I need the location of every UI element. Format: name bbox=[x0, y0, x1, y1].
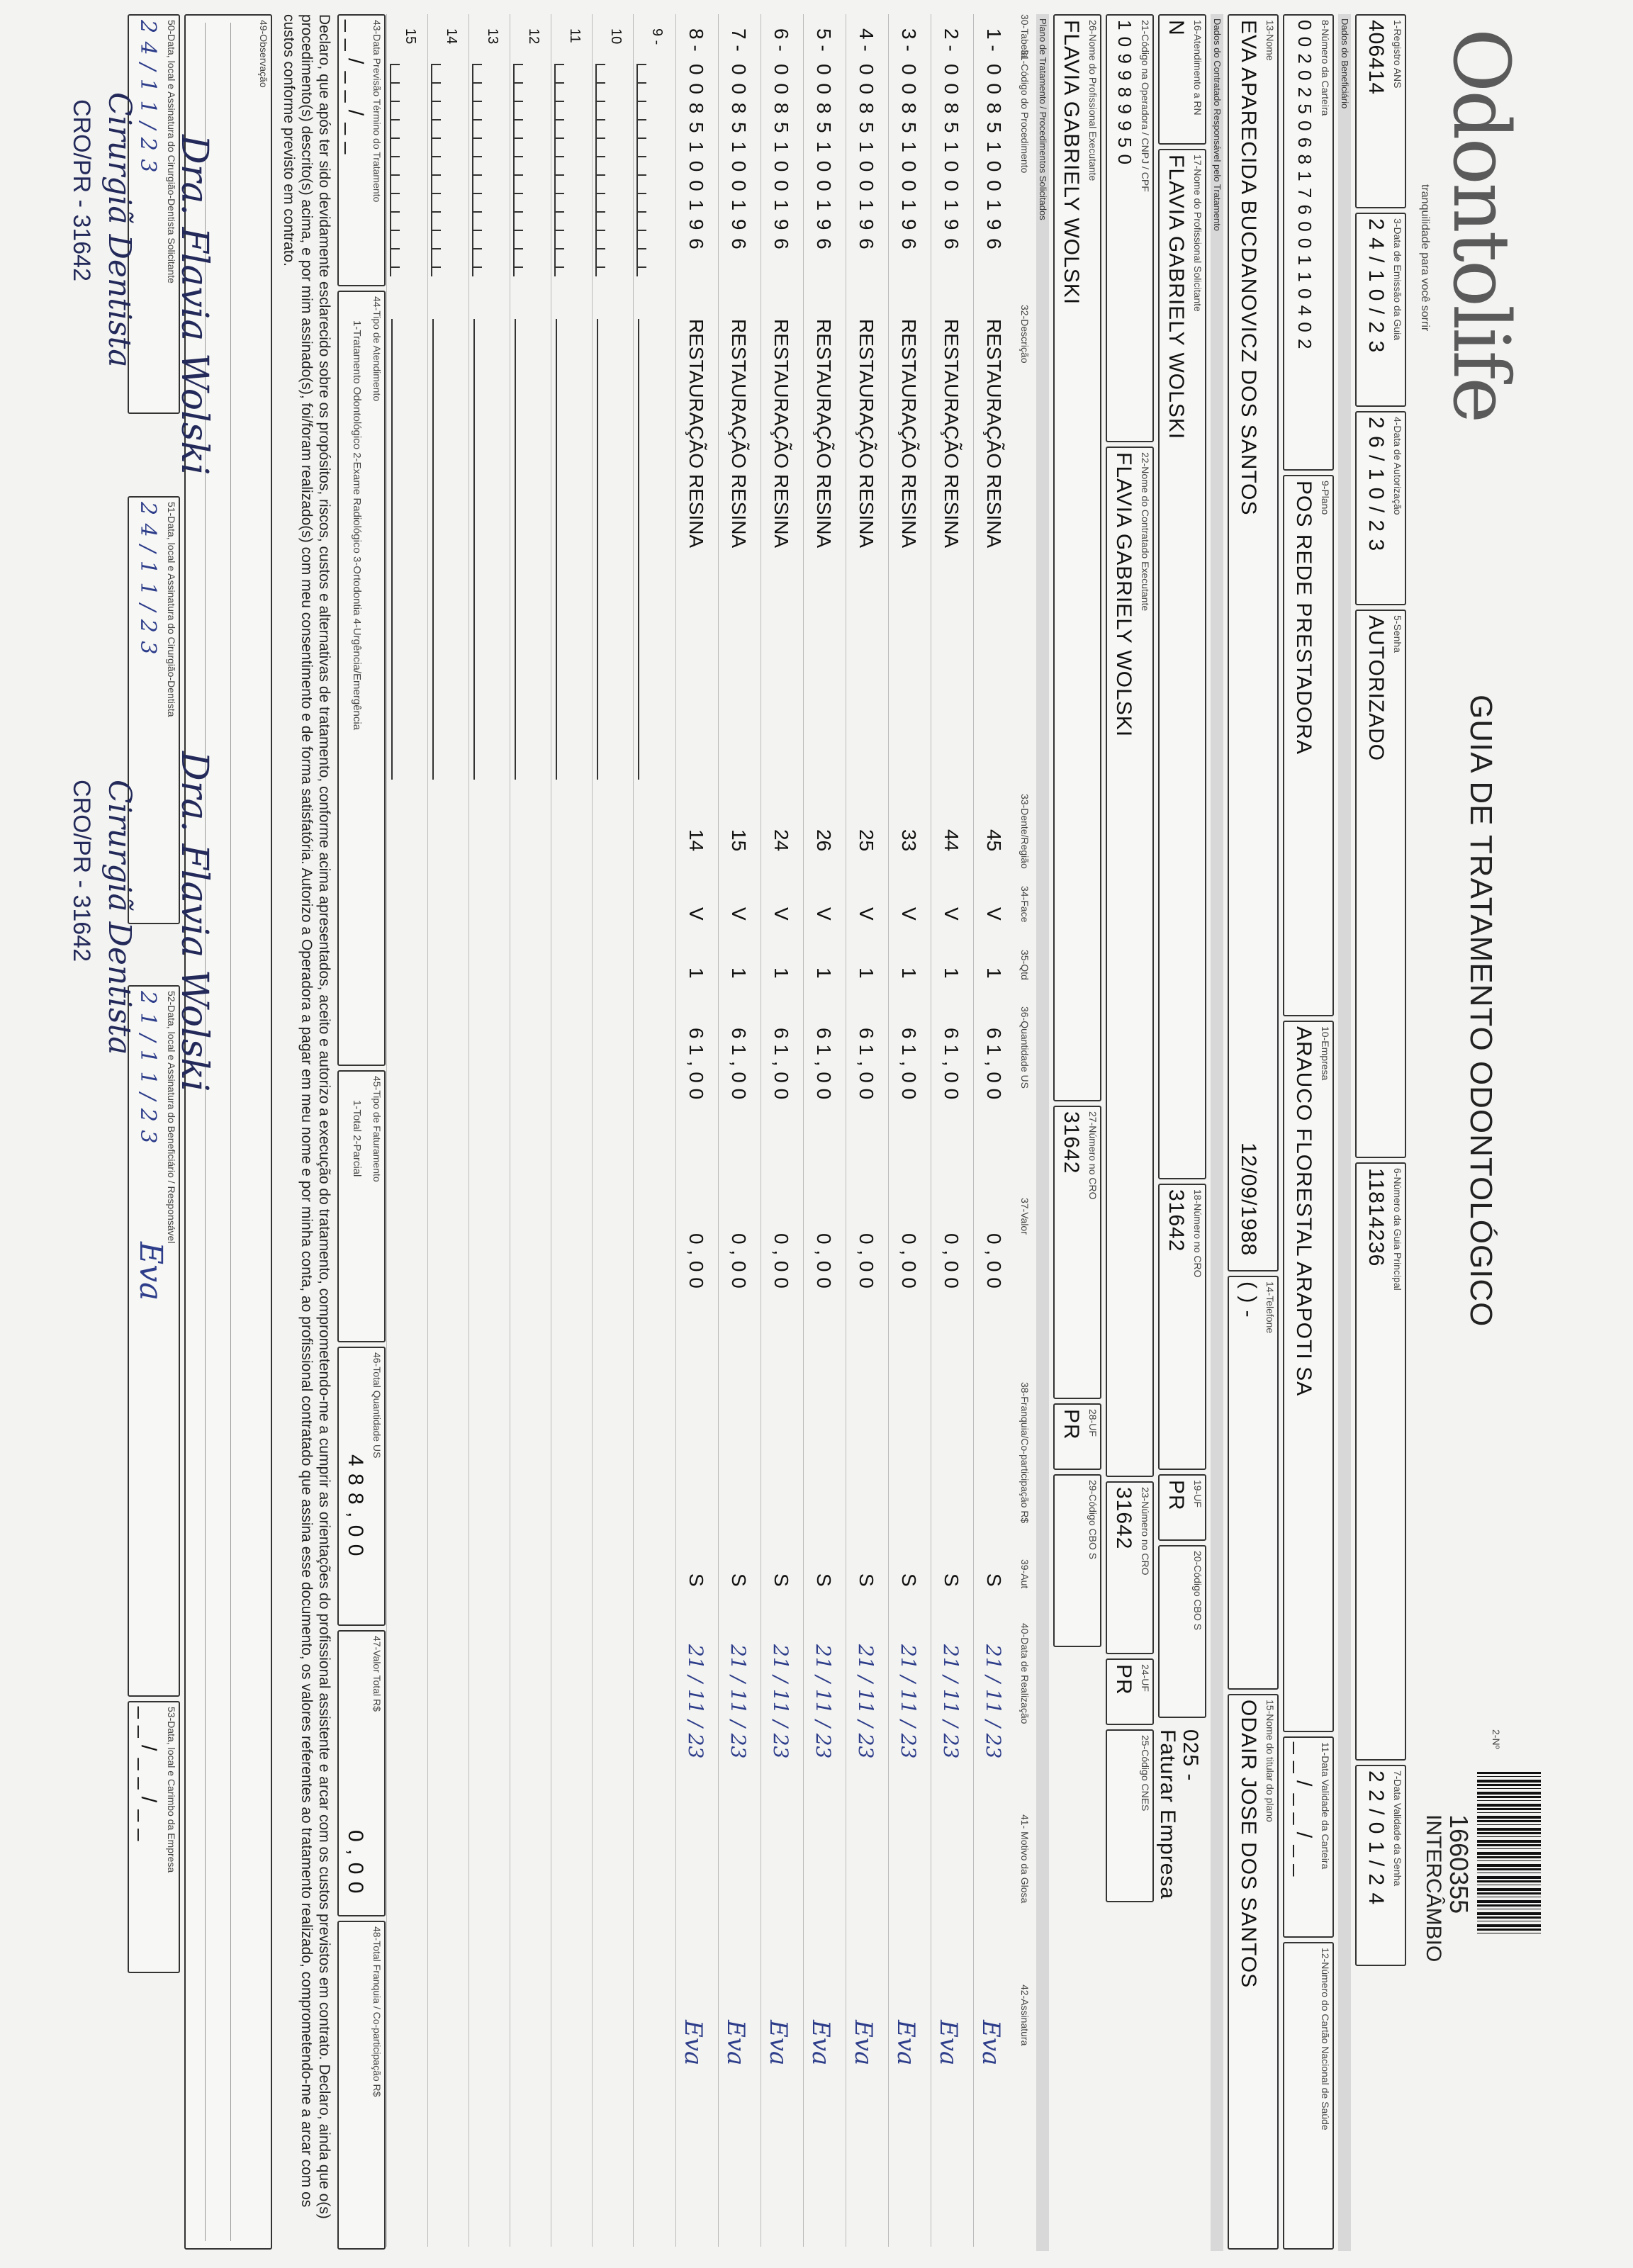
field-nome: 13-Nome EVA APARECIDA BUCDANOVICZ DOS SANTOS 12/09/1988 bbox=[1228, 14, 1279, 1271]
procedure-sig: Eva bbox=[892, 2020, 920, 2066]
column-header: 39-Aut bbox=[1019, 1559, 1031, 1589]
procedure-desc: RESTAURAÇÃO RESINA bbox=[813, 319, 835, 549]
procedure-code: 0 0 8 5 1 0 0 1 9 6 bbox=[813, 64, 835, 251]
beneficiary-signature: Eva bbox=[133, 1242, 169, 1301]
procedure-aut: S bbox=[898, 1573, 920, 1587]
procedure-n: 2 - bbox=[941, 28, 963, 52]
procedure-n: 1 - bbox=[983, 28, 1005, 52]
procedure-aut: S bbox=[728, 1573, 750, 1587]
procedure-n: 10 bbox=[608, 28, 624, 45]
description-line bbox=[597, 319, 598, 780]
code-boxes bbox=[554, 64, 564, 276]
column-header: 31-Código do Procedimento bbox=[1019, 50, 1031, 174]
procedure-code: 0 0 8 5 1 0 0 1 9 6 bbox=[983, 64, 1005, 251]
field-cartao-sus: 12-Número do Cartão Nacional de Saúde bbox=[1283, 1942, 1334, 2250]
procedure-face: V bbox=[941, 907, 963, 921]
procedure-sig: Eva bbox=[807, 2020, 835, 2066]
faturar-empresa: Faturar Empresa bbox=[1156, 1729, 1179, 1900]
procedure-face: V bbox=[855, 907, 877, 921]
procedure-n: 7 - bbox=[728, 28, 750, 52]
procedure-date: 21 / 11 / 23 bbox=[897, 1644, 920, 1759]
procedure-us: 6 1 , 0 0 bbox=[728, 1028, 750, 1100]
procedure-desc: RESTAURAÇÃO RESINA bbox=[770, 319, 792, 549]
procedure-us: 6 1 , 0 0 bbox=[898, 1028, 920, 1100]
stamp-executante-title: Cirurgiã Dentista bbox=[101, 780, 138, 1055]
procedure-aut: S bbox=[941, 1573, 963, 1587]
procedure-row-empty bbox=[427, 14, 469, 2247]
procedure-code: 0 0 8 5 1 0 0 1 9 6 bbox=[770, 64, 792, 251]
procedure-row bbox=[846, 14, 887, 2247]
field-carteira: 8-Número da Carteira 0 0 2 0 2 5 0 6 8 1 7 6 0 0 1 1 0 4 0 2 bbox=[1283, 14, 1334, 471]
procedure-row bbox=[675, 14, 717, 2247]
declaration-text: Declaro, que após ter sido devidamente esclarecido sobre os propósitos, riscos, custos e alternativas de tratamento, conforme acima apresentados, aceito e autorizo a execução do tratamento, comprometendo-me a cumprir as orientações do profissional assistente e arcar com os custos previstos em contrato. Declaro, ainda que o(s) procedimento(s) descrito(s) acima, e por mim assinado(s), foi/foram realizado(s) com meu consentimento e de forma satisfatória. Autorizo a Operadora a pagar em meu nome e por minha conta, ao profissional contratado que assina esse documento, os valores referentes ao tratamento realizado, comprometendo-me a arcar com os custos conforme previsto em contrato. bbox=[281, 14, 332, 2219]
description-line bbox=[556, 319, 557, 780]
procedure-qty: 1 bbox=[685, 967, 707, 979]
field-cro-contratado: 23-Número no CRO 31642 bbox=[1106, 1481, 1154, 1654]
form-title: GUIA DE TRATAMENTO ODONTOLÓGICO bbox=[1464, 695, 1498, 1327]
procedure-valor: 0 , 0 0 bbox=[898, 1233, 920, 1289]
procedure-qty: 1 bbox=[898, 967, 920, 979]
stamp-executante-cro: CRO/PR - 31642 bbox=[68, 780, 95, 962]
stamp-solicitante-name: Dra. Flavia Wolski bbox=[173, 135, 215, 476]
column-header: 32-Descrição bbox=[1019, 305, 1031, 364]
procedure-date: 21 / 11 / 23 bbox=[812, 1644, 835, 1759]
procedure-row bbox=[973, 14, 1015, 2247]
procedure-us: 6 1 , 0 0 bbox=[983, 1028, 1005, 1100]
column-header: 30-Tabela bbox=[1019, 14, 1031, 58]
procedure-valor: 0 , 0 0 bbox=[813, 1233, 835, 1289]
procedure-row-empty bbox=[551, 14, 593, 2247]
code-boxes bbox=[636, 64, 646, 276]
procedure-n: 12 bbox=[526, 28, 541, 45]
section-procedimentos: Plano de Tratamento / Procedimentos Solicitados bbox=[1036, 14, 1049, 2251]
procedure-us: 6 1 , 0 0 bbox=[813, 1028, 835, 1100]
field-cro-executante: 27-Número no CRO 31642 bbox=[1053, 1106, 1101, 1399]
procedure-valor: 0 , 0 0 bbox=[770, 1233, 792, 1289]
procedure-face: V bbox=[770, 907, 792, 921]
field-assinatura-beneficiario: 52-Data, local e Assinatura do Beneficiário / Responsável 2 1 / 1 1 / 2 3 Eva bbox=[128, 985, 180, 1697]
procedure-sig: Eva bbox=[849, 2020, 877, 2066]
procedure-n: 5 - bbox=[813, 28, 835, 52]
field-previsao-termino: 43-Data Previsão Término do Tratamento _ _ / _ _ / _ _ bbox=[337, 14, 386, 286]
field-observacao: 49-Observação bbox=[184, 14, 272, 2250]
field-senha: 5-Senha AUTORIZADO bbox=[1355, 610, 1406, 1158]
procedure-n: 9 - bbox=[649, 28, 665, 45]
procedure-row-empty bbox=[592, 14, 634, 2247]
logo-tagline: tranquilidade para você sorrir bbox=[1419, 184, 1431, 332]
procedure-qty: 1 bbox=[941, 967, 963, 979]
procedures-table bbox=[391, 0, 1015, 2268]
procedure-aut: S bbox=[813, 1573, 835, 1587]
procedure-tooth: 14 bbox=[685, 829, 707, 852]
procedure-desc: RESTAURAÇÃO RESINA bbox=[983, 319, 1005, 549]
stamp-executante-name: Dra. Flavia Wolski bbox=[173, 751, 215, 1092]
procedure-face: V bbox=[898, 907, 920, 921]
procedure-n: 3 - bbox=[898, 28, 920, 52]
procedure-n: 11 bbox=[567, 28, 583, 43]
procedure-code: 0 0 8 5 1 0 0 1 9 6 bbox=[685, 64, 707, 251]
barcode bbox=[1477, 1772, 1541, 1935]
procedure-face: V bbox=[813, 907, 835, 921]
stamp-solicitante-title: Cirurgiã Dentista bbox=[101, 92, 138, 368]
column-header: 35-Qtd bbox=[1019, 950, 1031, 980]
field-guia-principal: 6-Número da Guia Principal 11814236 bbox=[1355, 1162, 1406, 1761]
code-boxes bbox=[390, 64, 400, 276]
procedure-date: 21 / 11 / 23 bbox=[854, 1644, 877, 1759]
page-number: 2-Nº bbox=[1491, 1729, 1502, 1749]
procedure-n: 15 bbox=[403, 28, 418, 45]
procedure-code: 0 0 8 5 1 0 0 1 9 6 bbox=[941, 64, 963, 251]
field-cbo-executante: 29-Código CBO S bbox=[1053, 1474, 1101, 1647]
cbo-code: 025 - bbox=[1179, 1729, 1202, 1782]
procedure-date: 21 / 11 / 23 bbox=[726, 1644, 750, 1759]
field-uf-solicitante: 19-UF PR bbox=[1158, 1474, 1206, 1541]
procedure-row bbox=[718, 14, 760, 2247]
field-titular: 15-Nome do titular do plano ODAIR JOSE DOS SANTOS bbox=[1228, 1694, 1279, 2250]
section-beneficiario: Dados do Beneficiário bbox=[1338, 14, 1351, 2251]
field-telefone: 14-Telefone ( ) - bbox=[1228, 1276, 1279, 1690]
column-header: 37-Valor bbox=[1019, 1198, 1031, 1235]
procedure-tooth: 44 bbox=[941, 829, 963, 852]
procedure-n: 4 - bbox=[855, 28, 877, 52]
procedure-row bbox=[931, 14, 972, 2247]
field-total-franquia: 48-Total Franquia / Co-participação R$ bbox=[337, 1921, 386, 2250]
field-tipo-atendimento: 44-Tipo de Atendimento 1-Tratamento Odontológico 2-Exame Radiológico 3-Ortodontia 4-Urgência/Emergência bbox=[337, 291, 386, 1066]
procedure-us: 6 1 , 0 0 bbox=[770, 1028, 792, 1100]
procedure-code: 0 0 8 5 1 0 0 1 9 6 bbox=[728, 64, 750, 251]
guide-number: 1660355 bbox=[1444, 1814, 1474, 1914]
code-boxes bbox=[595, 64, 605, 276]
field-data-autorizacao: 4-Data de Autorização 2 6 / 1 0 / 2 3 bbox=[1355, 411, 1406, 605]
code-boxes bbox=[513, 64, 523, 276]
description-line bbox=[515, 319, 516, 780]
procedure-row-empty bbox=[468, 14, 510, 2247]
procedure-sig: Eva bbox=[934, 2020, 963, 2066]
field-plano: 9-Plano POS REDE PRESTADORA bbox=[1283, 475, 1334, 1016]
procedure-valor: 0 , 0 0 bbox=[983, 1233, 1005, 1289]
procedure-valor: 0 , 0 0 bbox=[728, 1233, 750, 1289]
field-rn: 16-Atendimento a RN N bbox=[1158, 14, 1206, 145]
procedure-qty: 1 bbox=[983, 967, 1005, 979]
field-carimbo-empresa: 53-Data, local e Carimbo da Empresa _ _ / _ _ / _ _ bbox=[128, 1701, 180, 1973]
procedure-n: 6 - bbox=[770, 28, 792, 52]
procedure-date: 21 / 11 / 23 bbox=[939, 1644, 963, 1759]
procedure-sig: Eva bbox=[679, 2020, 707, 2066]
description-line bbox=[391, 319, 393, 780]
field-total-us: 46-Total Quantidade US 4 8 8 , 0 0 bbox=[337, 1347, 386, 1626]
procedure-n: 14 bbox=[444, 28, 459, 45]
procedure-date: 21 / 11 / 23 bbox=[769, 1644, 792, 1759]
procedure-aut: S bbox=[855, 1573, 877, 1587]
procedure-desc: RESTAURAÇÃO RESINA bbox=[685, 319, 707, 549]
procedure-desc: RESTAURAÇÃO RESINA bbox=[855, 319, 877, 549]
procedure-tooth: 15 bbox=[728, 829, 750, 852]
field-assinatura-solicitante: 50-Data, local e Assinatura do Cirurgião-Dentista Solicitante 2 4 / 1 1 / 2 3 bbox=[128, 14, 180, 414]
procedure-qty: 1 bbox=[728, 967, 750, 979]
procedure-row bbox=[888, 14, 930, 2247]
code-boxes bbox=[431, 64, 441, 276]
column-header: 33-Dente/Região bbox=[1019, 794, 1031, 869]
guide-type: INTERCÂMBIO bbox=[1422, 1814, 1445, 1963]
description-line bbox=[432, 319, 434, 780]
code-boxes bbox=[472, 64, 482, 276]
procedure-desc: RESTAURAÇÃO RESINA bbox=[941, 319, 963, 549]
procedure-sig: Eva bbox=[977, 2020, 1005, 2066]
column-header: 42-Assinatura bbox=[1019, 1984, 1031, 2046]
column-header: 41- Motivo da Glosa bbox=[1019, 1814, 1031, 1904]
procedure-code: 0 0 8 5 1 0 0 1 9 6 bbox=[898, 64, 920, 251]
procedure-us: 6 1 , 0 0 bbox=[685, 1028, 707, 1100]
procedure-sig: Eva bbox=[722, 2020, 750, 2066]
column-header: 34-Face bbox=[1019, 886, 1031, 923]
procedure-qty: 1 bbox=[855, 967, 877, 979]
procedure-sig: Eva bbox=[764, 2020, 792, 2066]
procedure-row bbox=[761, 14, 802, 2247]
procedure-date: 21 / 11 / 23 bbox=[982, 1644, 1005, 1759]
procedure-date: 21 / 11 / 23 bbox=[684, 1644, 707, 1759]
procedure-n: 8 - bbox=[685, 28, 707, 52]
field-uf-executante: 28-UF PR bbox=[1053, 1403, 1101, 1470]
procedure-row-empty bbox=[510, 14, 551, 2247]
section-contratado: Dados do Contratado Responsável pelo Tratamento bbox=[1211, 14, 1223, 2251]
logo: Odontolife bbox=[1436, 28, 1527, 422]
column-header: 36-Quantidade US bbox=[1019, 1006, 1031, 1089]
field-contratado-executante: 22-Nome do Contratado Executante FLAVIA GABRIELY WOLSKI bbox=[1106, 447, 1154, 1477]
procedure-tooth: 24 bbox=[770, 829, 792, 852]
procedure-desc: RESTAURAÇÃO RESINA bbox=[728, 319, 750, 549]
procedure-tooth: 26 bbox=[813, 829, 835, 852]
procedure-face: V bbox=[685, 907, 707, 921]
procedure-tooth: 33 bbox=[898, 829, 920, 852]
procedure-tooth: 25 bbox=[855, 829, 877, 852]
procedure-us: 6 1 , 0 0 bbox=[941, 1028, 963, 1100]
field-cbo-solicitante: 20-Código CBO S bbox=[1158, 1545, 1206, 1718]
field-valor-total: 47-Valor Total R$ 0 , 0 0 bbox=[337, 1630, 386, 1916]
procedure-valor: 0 , 0 0 bbox=[855, 1233, 877, 1289]
field-registro-ans: 1-Registro ANS 406414 bbox=[1355, 14, 1406, 208]
field-cro-solicitante: 18-Número no CRO 31642 bbox=[1158, 1184, 1206, 1470]
procedure-row-empty bbox=[633, 14, 675, 2247]
field-assinatura-executante: 51-Data, local e Assinatura do Cirurgião-Dentista 2 4 / 1 1 / 2 3 bbox=[128, 496, 180, 924]
description-line bbox=[638, 319, 639, 780]
field-empresa: 10-Empresa ARAUCO FLORESTAL ARAPOTI SA bbox=[1283, 1021, 1334, 1732]
procedure-qty: 1 bbox=[813, 967, 835, 979]
procedure-qty: 1 bbox=[770, 967, 792, 979]
procedure-row bbox=[803, 14, 845, 2247]
field-validade-carteira: 11-Data Validade da Carteira _ _ / _ _ / _ _ bbox=[1283, 1736, 1334, 1938]
field-codigo-operadora: 21-Código na Operadora / CNPJ / CPF 1 0 9 9 8 9 9 5 0 bbox=[1106, 14, 1154, 442]
procedure-aut: S bbox=[983, 1573, 1005, 1587]
column-header: 38-Franquia/Co-participação R$ bbox=[1019, 1382, 1031, 1524]
field-tipo-faturamento: 45-Tipo de Faturamento 1-Total 2-Parcial bbox=[337, 1070, 386, 1342]
field-prof-solicitante: 17-Nome do Profissional Solicitante FLAVIA GABRIELY WOLSKI bbox=[1158, 149, 1206, 1179]
procedure-n: 13 bbox=[485, 28, 500, 45]
procedure-tooth: 45 bbox=[983, 829, 1005, 852]
stamp-solicitante-cro: CRO/PR - 31642 bbox=[68, 99, 95, 281]
field-uf-contratado: 24-UF PR bbox=[1106, 1658, 1154, 1725]
procedure-face: V bbox=[728, 907, 750, 921]
birth-date: 12/09/1988 bbox=[1237, 1143, 1260, 1257]
field-cnes: 25-Código CNES bbox=[1106, 1729, 1154, 1902]
procedure-aut: S bbox=[685, 1573, 707, 1587]
procedure-desc: RESTAURAÇÃO RESINA bbox=[898, 319, 920, 549]
procedure-us: 6 1 , 0 0 bbox=[855, 1028, 877, 1100]
field-data-emissao: 3-Data de Emissão da Guia 2 4 / 1 0 / 2 3 bbox=[1355, 213, 1406, 407]
procedure-row-empty bbox=[386, 14, 428, 2247]
procedure-valor: 0 , 0 0 bbox=[941, 1233, 963, 1289]
procedure-valor: 0 , 0 0 bbox=[685, 1233, 707, 1289]
field-prof-executante: 26-Nome do Profissional Executante FLAVIA GABRIELY WOLSKI bbox=[1053, 14, 1101, 1101]
description-line bbox=[473, 319, 475, 780]
column-header: 40-Data de Realização bbox=[1019, 1623, 1031, 1724]
field-validade-senha: 7-Data Validade da Senha 2 2 / 0 1 / 2 4 bbox=[1355, 1765, 1406, 1966]
procedures-header bbox=[1015, 0, 1032, 2268]
procedure-aut: S bbox=[770, 1573, 792, 1587]
procedure-face: V bbox=[983, 907, 1005, 921]
procedure-code: 0 0 8 5 1 0 0 1 9 6 bbox=[855, 64, 877, 251]
